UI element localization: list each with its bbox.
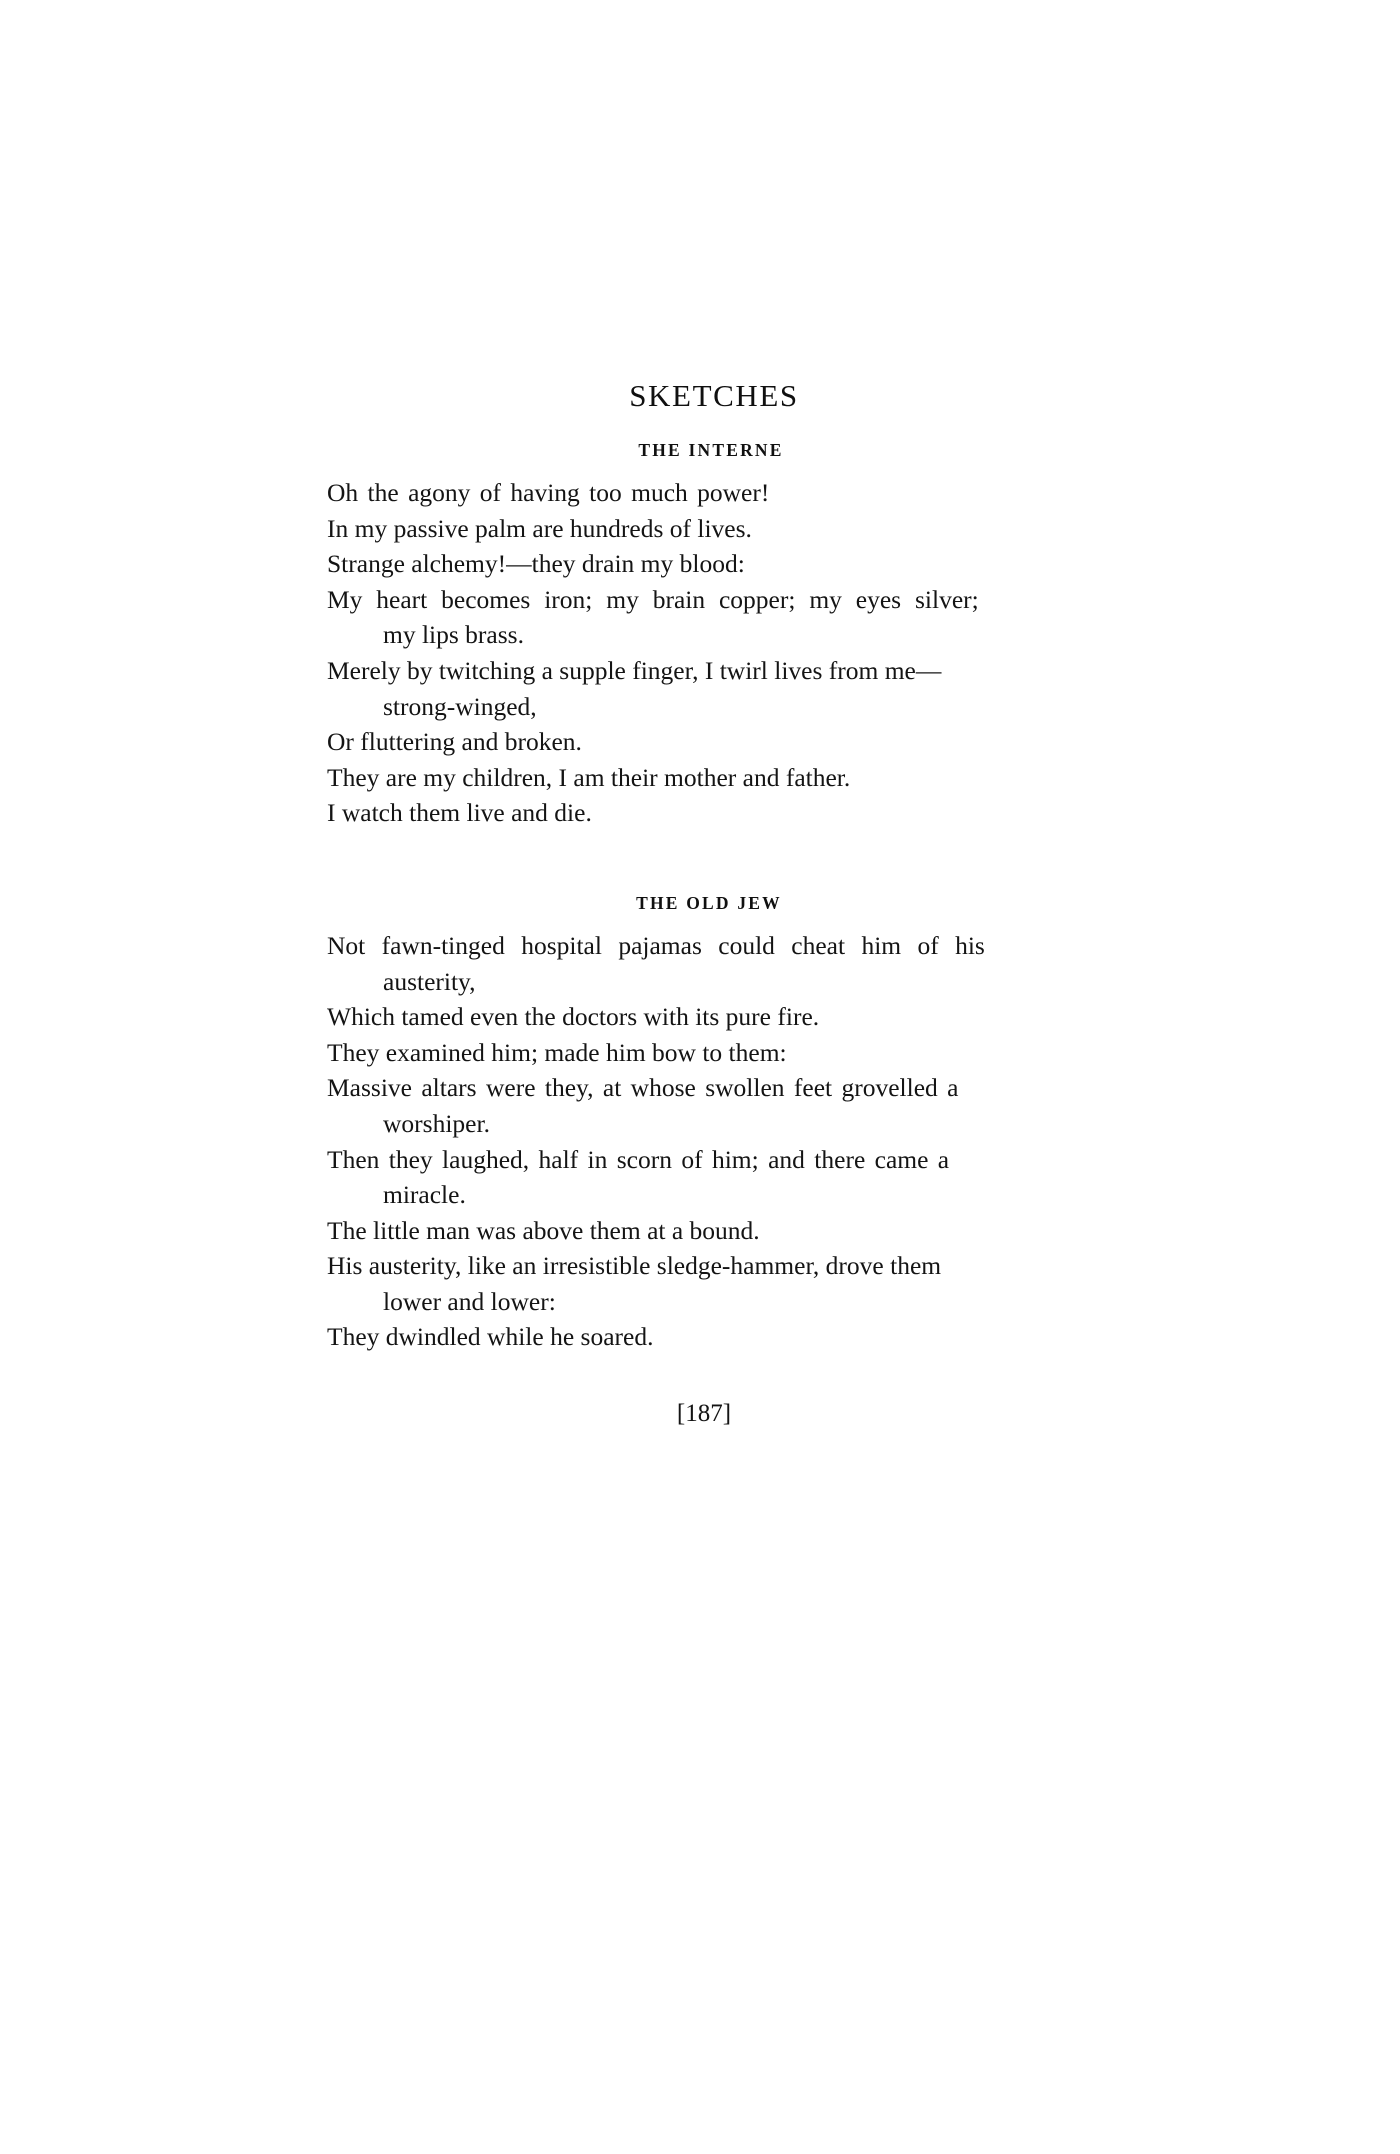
- poem-line-continuation: worshiper.: [383, 1108, 490, 1138]
- poem-line: Merely by twitching a supple finger, I twirl lives from me—: [327, 655, 942, 685]
- poem-line-continuation: lower and lower:: [383, 1286, 556, 1316]
- poem-line-continuation: miracle.: [383, 1180, 466, 1210]
- poem-line: I watch them live and die.: [327, 798, 592, 828]
- poem-line-continuation: strong-winged,: [383, 691, 537, 721]
- poem-line: Which tamed even the doctors with its pure fire.: [327, 1002, 820, 1032]
- poem-line: Or fluttering and broken.: [327, 727, 582, 757]
- poem-lines-the-interne: [327, 475, 1065, 831]
- page-number: [187]: [676, 1400, 732, 1427]
- poem-line: They dwindled while he soared.: [327, 1322, 654, 1352]
- poem-heading-the-old-jew: THE OLD JEW: [636, 892, 782, 913]
- poem-lines-the-old-jew: [327, 928, 1065, 1355]
- poem-line-continuation: austerity,: [383, 966, 476, 996]
- poem-line: Oh the agony of having too much power!: [327, 478, 770, 507]
- poem-the-interne: [327, 440, 1065, 831]
- poem-line: Then they laughed, half in scorn of him; and there came a: [327, 1144, 950, 1174]
- poem-line: Massive altars were they, at whose swollen feet grovelled a: [327, 1073, 959, 1103]
- page-title: SKETCHES: [629, 378, 799, 413]
- poem-the-old-jew: [327, 893, 1065, 1355]
- poem-line: My heart becomes iron; my brain copper; my eyes silver;: [327, 584, 979, 614]
- poem-line: They are my children, I am their mother and father.: [327, 762, 851, 792]
- poem-line: His austerity, like an irresistible sledge-hammer, drove them: [327, 1251, 942, 1281]
- poem-heading-the-interne: THE INTERNE: [638, 440, 784, 460]
- poem-line: Strange alchemy!—they drain my blood:: [327, 549, 745, 579]
- poem-line-continuation: my lips brass.: [383, 620, 524, 650]
- text-block: [327, 378, 1065, 1355]
- poem-line: In my passive palm are hundreds of lives.: [327, 513, 752, 543]
- poem-line: Not fawn-tinged hospital pajamas could cheat him of his: [327, 930, 985, 960]
- poem-line: The little man was above them at a bound.: [327, 1215, 760, 1245]
- poem-line: They examined him; made him bow to them:: [327, 1037, 787, 1067]
